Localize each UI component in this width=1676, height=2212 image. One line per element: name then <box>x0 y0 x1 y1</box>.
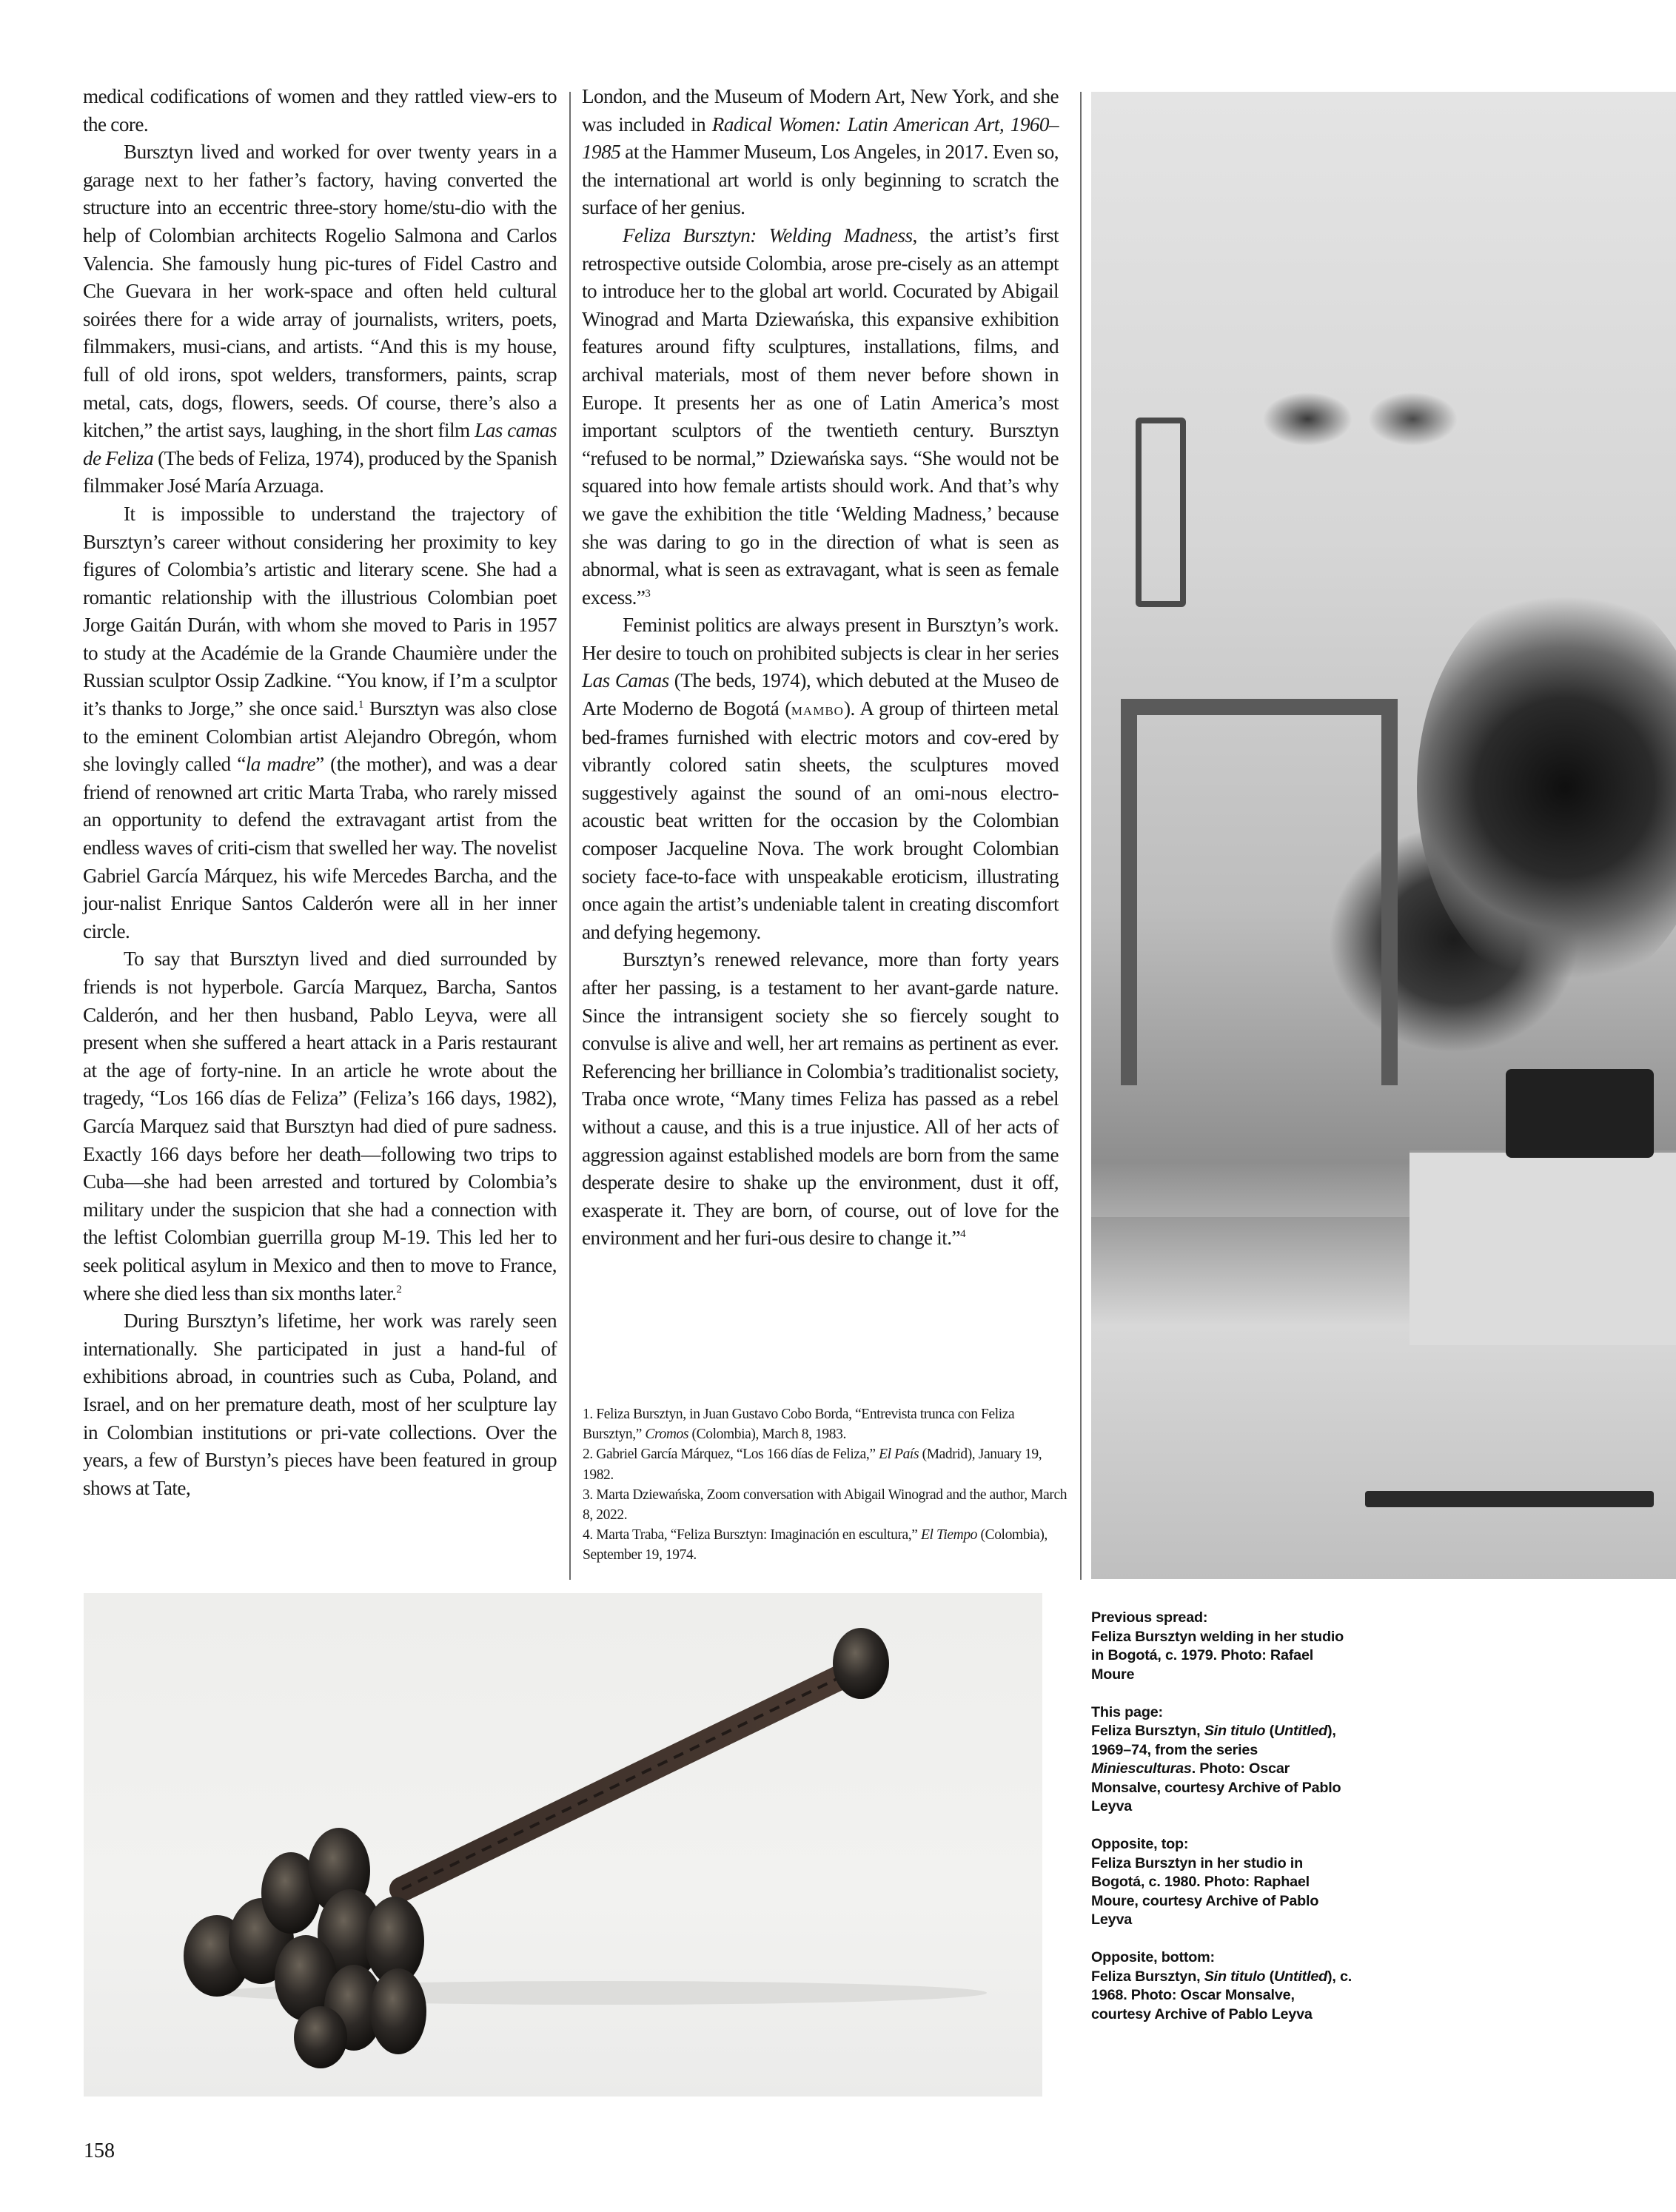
paragraph <box>582 83 1059 222</box>
footnote <box>583 1525 1071 1565</box>
footnote-reference: 1 <box>358 699 363 711</box>
text-run: Feliza Bursztyn in her studio in Bogotá, c. 1980. Photo: Raphael Moure, courtesy Archive of Pablo Leyva <box>1091 1854 1319 1928</box>
photo-captions <box>1091 1609 1358 2043</box>
text-run: Feliza Bursztyn, <box>1091 1968 1204 1985</box>
text-run: (Madrid), January 19, 1982. <box>583 1447 1042 1483</box>
italic-text: Untitled <box>1273 1723 1328 1739</box>
italic-text: la madre <box>245 753 316 776</box>
italic-text: Feliza Bursztyn: Welding Madness <box>623 224 913 247</box>
text-run: Feliza Bursztyn welding in her studio in Bogotá, c. 1979. Photo: Rafael Moure <box>1091 1628 1344 1683</box>
text-run: It is impossible to understand the trajectory of Bursztyn’s career without considering her proximity to key figures of Colombia’s artistic and literary scene. She had a romantic relationship with the illustrious Colombian poet Jorge Gaitán Durán, with whom she moved to Paris in 1957 to study at the Académie de la Grande Chaumière under the Russian sculptor Ossip Zadkine. “You know, if I’m a sculptor it’s thanks to Jorge,” she once said. <box>83 502 557 720</box>
text-run: ” (the mother), and was a dear friend of renowned art critic Marta Traba, who rarely missed an opportunity to defend the extravagant artist from the endless waves of criti-cism that swelled her way. The novelist Gabriel García Márquez, his wife Mercedes Barcha, and the jour-nalist Enrique Santos Calderón were all in her inner circle. <box>83 753 557 942</box>
text-run: To say that Bursztyn lived and died surrounded by friends is not hyperbole. García Marquez, Barcha, Santos Calderón, and her then husband, Pablo Leyva, were all present when she suffered a heart attack in a Paris restaurant at the age of forty-nine. In an article he wrote about the tragedy, “Los 166 días de Feliza” (Feliza’s 166 days, 1982), García Marquez said that Bursztyn had died of pure sadness. Exactly 166 days before her death—following two trips to Cuba—she had been arrested and tortured by Colombia’s military under the suspicion that she had a connection with the leftist Colombian guerrilla group M-19. This led her to seek political asylum in Mexico and then to move to France, where she died less than six months later. <box>83 948 557 1304</box>
text-run: at the Hammer Museum, Los Angeles, in 2017. Even so, the international art world is only beginning to scratch the surface of her genius. <box>582 141 1059 219</box>
paragraph <box>83 1307 557 1502</box>
footnote-reference: 3 <box>645 587 651 600</box>
article-column-1 <box>83 83 557 1502</box>
text-run: London, and the Museum of Modern Art, New York, and she was included in <box>582 85 1059 135</box>
footnote <box>583 1485 1071 1525</box>
studio-photo <box>1091 92 1676 1579</box>
footnote <box>583 1404 1071 1444</box>
sculpture-photo <box>84 1593 1042 2097</box>
text-run: 4. Marta Traba, “Feliza Bursztyn: Imaginación en escultura,” <box>583 1527 921 1544</box>
column-divider <box>569 92 571 1580</box>
text-run: . Photo: Oscar Monsalve, courtesy Archive of Pablo Leyva <box>1091 1760 1341 1814</box>
photo-detail-frame <box>1121 699 1398 1085</box>
photo-detail-wall-object <box>1136 418 1186 607</box>
text-run: Feliza Bursztyn, <box>1091 1723 1204 1739</box>
paragraph <box>83 138 557 500</box>
footnote <box>583 1444 1071 1484</box>
text-run: medical codifications of women and they rattled view-ers to the core. <box>83 85 557 135</box>
paragraph <box>582 222 1059 611</box>
text-run: ), 1969–74, from the series <box>1091 1723 1336 1758</box>
text-run: 3. Marta Dziewańska, Zoom conversation with Abigail Winograd and the author, March 8, 2022. <box>583 1487 1067 1524</box>
text-run: ), c. 1968. Photo: Oscar Monsalve, courtesy Archive of Pablo Leyva <box>1091 1968 1352 2022</box>
caption <box>1091 1703 1358 1817</box>
caption-heading: Opposite, bottom: <box>1091 1949 1215 1965</box>
photo-detail-plinth <box>1409 1150 1676 1345</box>
italic-text: Untitled <box>1273 1968 1328 1985</box>
italic-text: Sin titulo <box>1204 1968 1266 1985</box>
caption-heading: This page: <box>1091 1703 1163 1720</box>
caption-heading: Previous spread: <box>1091 1609 1208 1626</box>
photo-detail-pen <box>1365 1491 1654 1507</box>
ball-cluster <box>184 1828 426 2068</box>
photo-detail-sculpture-base <box>1506 1069 1654 1158</box>
italic-text: Las camas de Feliza <box>83 419 557 469</box>
page-number: 158 <box>84 2139 115 2162</box>
italic-text: El País <box>879 1447 919 1463</box>
photo-detail-coil-sculpture <box>1417 580 1676 995</box>
text-run: Bursztyn lived and worked for over twenty years in a garage next to her father’s factory, having converted the structure into an eccentric three-story home/stu-dio with the help of Colombian architects Rogelio Salmona and Carlos Valencia. She famously hung pic-tures of Fidel Castro and Che Guevara in her work-space and often held cultural soirées there for a wide array of journalists, writers, poets, filmmakers, musi-cians, and artists. “And this is my house, full of old irons, spot welders, transformers, paints, scrap metal, cats, dogs, flowers, seeds. Of course, there’s also a kitchen,” the artist says, laughing, in the short film <box>83 141 557 442</box>
caption <box>1091 1609 1358 1684</box>
text-run: Feminist politics are always present in Bursztyn’s work. Her desire to touch on prohibited subjects is clear in her series <box>582 614 1059 664</box>
column-divider <box>1080 92 1082 1580</box>
paragraph <box>83 500 557 946</box>
knob <box>833 1628 889 1699</box>
italic-text: Miniesculturas <box>1091 1760 1192 1777</box>
text-run: During Bursztyn’s lifetime, her work was rarely seen internationally. She participated in just a hand-ful of exhibitions abroad, in countries such as Cuba, Poland, and Israel, and on her premature death, most of her sculpture lay in Colombian institutions or pri-vate collections. Over the years, a few of Burstyn’s pieces have been featured in group shows at Tate, <box>83 1310 557 1499</box>
text-run: ). A group of thirteen metal bed-frames furnished with electric motors and cov-ered by vibrantly colored satin sheets, the sculptures moved suggestively against the sound of an omi-nous electro-acoustic beat written for the occasion by the Colombian composer Jacqueline Nova. The work brought Colombian society face-to-face with unspeakable eroticism, illustrating once again the artist’s undeniable talent in creating discomfort and defying hegemony. <box>582 697 1059 943</box>
text-run: (The beds of Feliza, 1974), produced by the Spanish filmmaker José María Arzuaga. <box>83 446 557 497</box>
italic-text: Cromos <box>645 1427 689 1443</box>
text-run: ( <box>1265 1968 1274 1985</box>
text-run: (Colombia), March 8, 1983. <box>688 1427 846 1443</box>
text-run: 1. Feliza Bursztyn, in Juan Gustavo Cobo Borda, “Entrevista trunca con Feliza Bursztyn,” <box>583 1407 1015 1443</box>
text-run: Bursztyn was also close to the eminent Colombian artist Alejandro Obregón, whom she lovingly called “ <box>83 697 557 776</box>
text-run: (Colombia), September 19, 1974. <box>583 1527 1048 1564</box>
paragraph <box>582 611 1059 946</box>
text-run: ( <box>1265 1723 1274 1739</box>
sculpture-illustration <box>84 1593 1042 2097</box>
paragraph <box>83 945 557 1307</box>
footnote-reference: 2 <box>396 1283 402 1296</box>
caption <box>1091 1948 1358 2024</box>
text-run: , the artist’s first retrospective outside Colombia, arose pre-cisely as an attempt to introduce her to the global art world. Cocurated by Abigail Winograd and Marta Dziewańska, this expansive exhibition features around fifty sculptures, installations, films, and archival materials, most of them never before shown in Europe. It presents her as one of Latin America’s most important sculptors of the twentieth century. Bursztyn “refused to be normal,” Dziewańska says. “She would not be squared into how female artists should work. And that’s why we gave the exhibition the title ‘Welding Madness,’ because she was daring to go in the direction of what is seen as abnormal, what is seen as extravagant, what is seen as female excess.” <box>582 224 1059 609</box>
paragraph <box>83 83 557 138</box>
text-run: Bursztyn’s renewed relevance, more than forty years after her passing, is a testament to her avant-garde nature. Since the intransigent society she so fiercely sought to convulse is alive and well, her art remains as pertinent as ever. Referencing her brilliance in Colombia’s traditionalist society, Traba once wrote, “Many times Feliza has passed as a rebel without a cause, and this is a true injustice. All of her acts of aggression against established models are born from the same desperate desire to shake up the environment, dust it off, exasperate it. They are born, of course, out of love for the environment and her furi-ous desire to change it.” <box>582 948 1059 1250</box>
italic-text: Radical Women: Latin American Art, 1960–1985 <box>582 113 1059 164</box>
text-run: (The beds, 1974), which debuted at the Museo de Arte Moderno de Bogotá ( <box>582 669 1059 720</box>
small-caps-text: mambo <box>791 700 844 720</box>
caption-heading: Opposite, top: <box>1091 1836 1189 1852</box>
text-run: 2. Gabriel García Márquez, “Los 166 días de Feliza,” <box>583 1447 879 1463</box>
article-column-2 <box>582 83 1059 1253</box>
italic-text: Sin titulo <box>1204 1723 1266 1739</box>
footnotes <box>583 1404 1071 1566</box>
caption <box>1091 1835 1358 1930</box>
italic-text: El Tiempo <box>921 1527 978 1544</box>
italic-text: Las Camas <box>582 669 669 692</box>
footnote-reference: 4 <box>960 1228 965 1241</box>
paragraph <box>582 946 1059 1253</box>
